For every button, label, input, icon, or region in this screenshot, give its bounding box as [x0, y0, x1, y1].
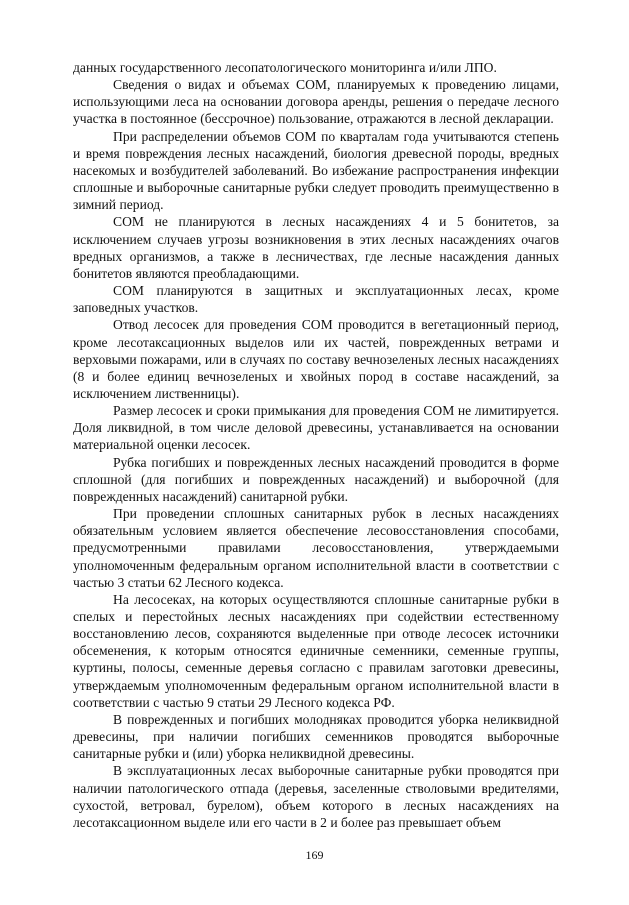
paragraph: Размер лесосек и сроки примыкания для проведения СОМ не лимитируется. Доля ликвидной, в том числе деловой древесины, устанавливается на основании материальной оценки лесосек.: [73, 403, 559, 453]
paragraph: Сведения о видах и объемах СОМ, планируемых к проведению лицами, использующими леса на основании договора аренды, решения о передаче лесного участка в постоянное (бессрочное) пользование, отражаются в лесной декларации.: [73, 77, 559, 127]
paragraph: Отвод лесосек для проведения СОМ проводится в вегетационный период, кроме лесотаксационных выделов или их частей, поврежденных ветрами и верховыми пожарами, или в случаях по составу вечнозеленых лесных насаждениях (8 и более единиц вечнозеленых и хвойных пород в составе насаждений, за исключением лиственницы).: [73, 317, 559, 401]
body-text: [73, 59, 559, 831]
paragraph: Рубка погибших и поврежденных лесных насаждений проводится в форме сплошной (для погибших и поврежденных насаждений) и выборочной (для поврежденных насаждений) санитарной рубки.: [73, 454, 559, 504]
paragraph-continuation: данных государственного лесопатологического мониторинга и/или ЛПО.: [73, 60, 497, 75]
paragraph: СОМ планируются в защитных и эксплуатационных лесах, кроме заповедных участков.: [73, 283, 559, 316]
paragraph: На лесосеках, на которых осуществляются сплошные санитарные рубки в спелых и перестойных лесных насаждениях при содействии естественному восстановлению лесов, сохраняются выделенные при отводе лесосек источники обсеменения, к которым относятся единичные семенники, семенные группы, куртины, полосы, семенные деревья согласно с правилам заготовки древесины, утверждаемым уполномоченным федеральным органом исполнительной власти в соответствии с частью 9 статьи 29 Лесного кодекса РФ.: [73, 591, 559, 710]
paragraph: При проведении сплошных санитарных рубок в лесных насаждениях обязательным условием является обеспечение лесовосстановления способами, предусмотренными правилами лесовосстановления, утверждаемыми уполномоченным федеральным органом исполнительной власти в соответствии с частью 3 статьи 62 Лесного кодекса.: [73, 506, 559, 590]
paragraph: При распределении объемов СОМ по кварталам года учитываются степень и время повреждения лесных насаждений, биология древесной породы, вредных насекомых и возбудителей заболеваний. Во избежание распространения инфекции сплошные и выборочные санитарные рубки следует проводить преимущественно в зимний период.: [73, 128, 559, 213]
page-number: 169: [305, 848, 324, 862]
paragraph: В поврежденных и погибших молодняках проводится уборка неликвидной древесины, при наличии погибших семенников проводятся выборочные санитарные рубки и (или) уборка неликвидной древесины.: [73, 711, 559, 762]
paragraph: СОМ не планируются в лесных насаждениях 4 и 5 бонитетов, за исключением случаев угрозы возникновения в этих лесных насаждениях очагов вредных организмов, а также в лесничествах, где лесные насаждения данных бонитетов являются преобладающими.: [73, 214, 559, 281]
paragraph: В эксплуатационных лесах выборочные санитарные рубки проводятся при наличии патологического отпада (деревья, заселенные стволовыми вредителями, сухостой, ветровал, бурелом), объем которого в лесных насаждениях на лесотаксационном выделе или его части в 2 и более раз превышает объем: [73, 763, 559, 830]
